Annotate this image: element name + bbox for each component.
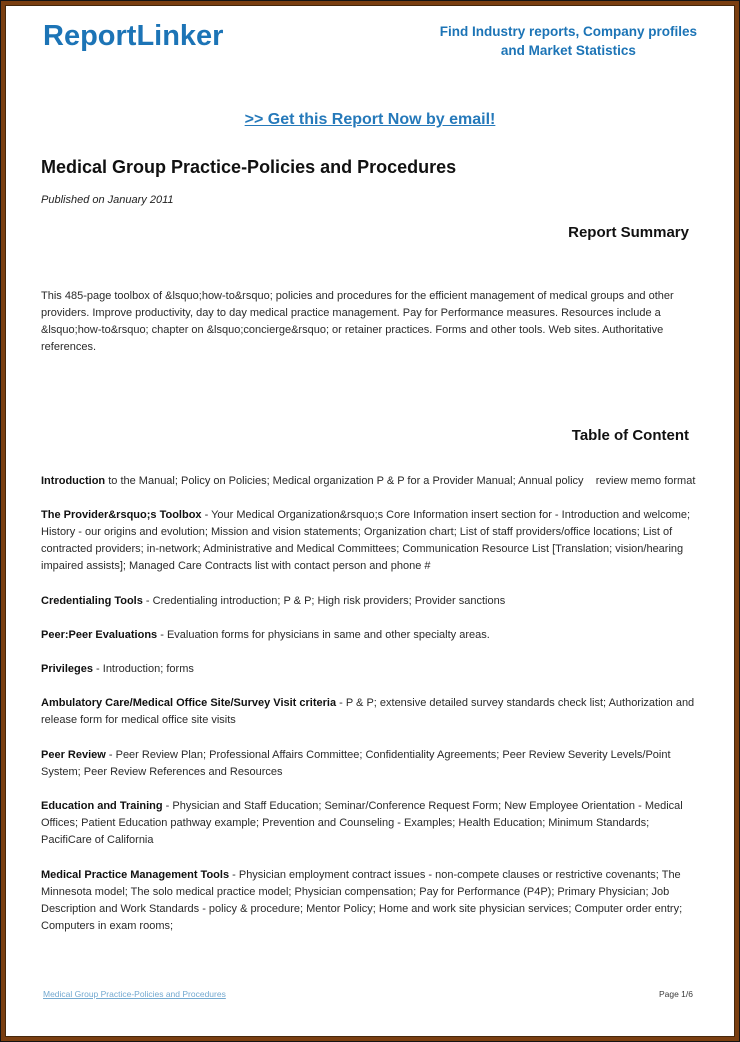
toc-item-text: - Physician employment contract issues - non-compete clauses or restrictive covenants; The Minnesota model; The solo medical practice model; Physician compensation; Pay for Performance (P4P); Primary Physician; Job Description and Work Standards - policy & procedure; Mentor Policy; Home and work site physician services; Computer order entry; Computers in exam rooms; xyxy=(41,868,686,933)
toc-item-text: - Evaluation forms for physicians in same and other specialty areas. xyxy=(157,628,490,641)
toc-item-text: - Peer Review Plan; Professional Affairs Committee; Confidentiality Agreements; Peer Review Severity Levels/Point System; Peer Review References and Resources xyxy=(41,748,674,778)
report-title: Medical Group Practice-Policies and Procedures xyxy=(41,156,457,177)
page-content xyxy=(1,1,739,935)
footer-page-number: Page 1/6 xyxy=(658,989,693,999)
toc-item-title: The Provider&rsquo;s Toolbox xyxy=(41,508,202,521)
reportlinker-logo[interactable]: ReportLinker xyxy=(43,20,224,52)
toc-item xyxy=(41,473,699,490)
toc-item-text: - Your Medical Organization&rsquo;s Core Information insert section for - Introduction and welcome; History - our origins and evolution; Mission and vision statements; Organization chart; List of staff providers/office locations; List of contracted providers; in-network; Administrative and Medical Committees; Communication Resource List [Translation; vision/hearing impaired assists]; Managed Care Contracts list with contact person and phone # xyxy=(41,508,694,573)
toc-item-text: - Physician and Staff Education; Seminar/Conference Request Form; New Employee Orientation - Medical Offices; Patient Education pathway example; Prevention and Counseling - Examples; Health Education; Minimum Standards; PacifiCare of California xyxy=(41,800,686,847)
page-header xyxy=(41,21,699,61)
toc-item-title: Privileges xyxy=(41,663,93,676)
toc-item xyxy=(41,507,699,576)
page-footer xyxy=(43,989,693,999)
toc-item xyxy=(41,627,699,644)
toc-item-title: Medical Practice Management Tools xyxy=(41,868,230,881)
report-summary-heading: Report Summary xyxy=(568,223,689,241)
toc-item-text: to the Manual; Policy on Policies; Medical organization P & P for a Provider Manual; Annual policy review memo format xyxy=(105,474,696,487)
toc-list xyxy=(41,473,699,936)
toc-item xyxy=(41,661,699,678)
footer-report-link[interactable]: Medical Group Practice-Policies and Procedures xyxy=(43,989,226,999)
toc-item-title: Peer:Peer Evaluations xyxy=(41,628,158,641)
get-report-email-link[interactable]: >> Get this Report Now by email! xyxy=(244,110,496,128)
toc-item xyxy=(41,695,699,729)
toc-item xyxy=(41,867,699,936)
published-date: Published on January 2011 xyxy=(41,193,174,206)
toc-item-text: - Credentialing introduction; P & P; High risk providers; Provider sanctions xyxy=(142,594,506,607)
toc-item-title: Peer Review xyxy=(41,748,106,761)
toc-item-title: Introduction xyxy=(41,474,106,487)
table-of-content-heading: Table of Content xyxy=(571,426,689,444)
header-tagline xyxy=(440,23,697,61)
toc-item-text: - Introduction; forms xyxy=(92,663,194,676)
toc-item-title: Credentialing Tools xyxy=(41,594,143,607)
toc-item xyxy=(41,747,699,781)
cta-row xyxy=(41,111,699,129)
toc-item-title: Ambulatory Care/Medical Office Site/Survey Visit criteria xyxy=(41,697,337,710)
toc-item-text: - P & P; extensive detailed survey standards check list; Authorization and release form for medical office site visits xyxy=(41,697,698,727)
report-summary-text: This 485-page toolbox of &lsquo;how-to&rsquo; policies and procedures for the efficient management of medical groups and other providers. Improve productivity, day to day medical practice management. Pay for Performance measures. Resources include a &lsquo;how-to&rsquo; chapter on &lsquo;concierge&rsquo; or retainer practices. Forms and other tools. Web sites. Authoritative references. xyxy=(41,289,674,354)
tagline-line-2: and Market Statistics xyxy=(500,42,636,58)
toc-item-title: Education and Training xyxy=(41,800,163,813)
toc-item xyxy=(41,798,699,850)
toc-item xyxy=(41,593,699,610)
tagline-line-1: Find Industry reports, Company profiles xyxy=(439,24,697,39)
